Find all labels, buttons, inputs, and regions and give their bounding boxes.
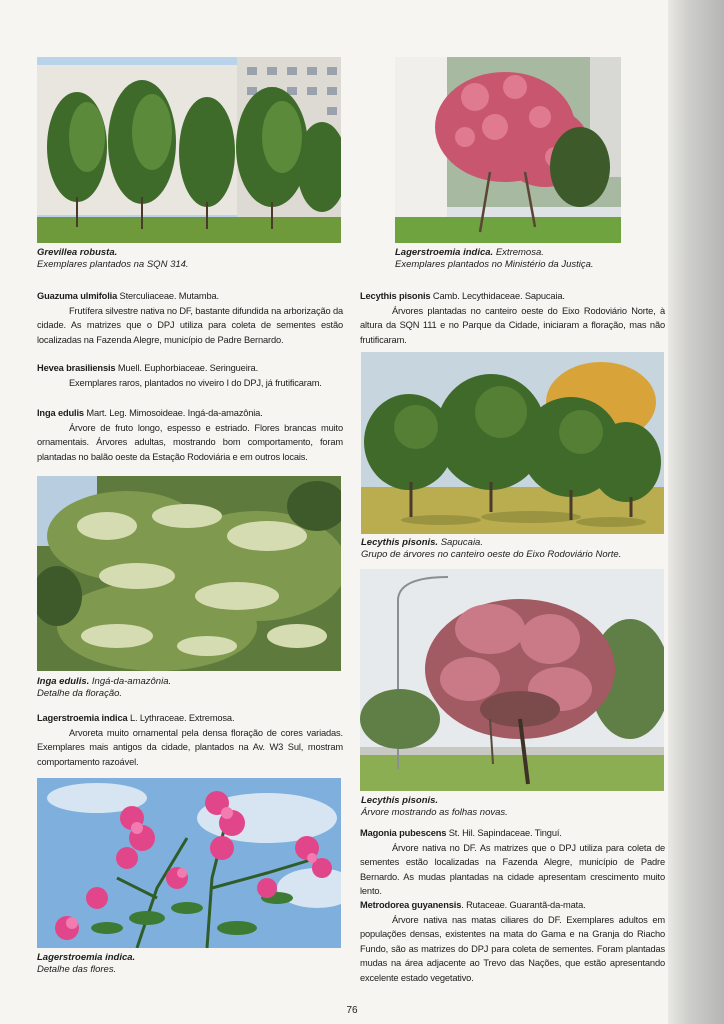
entry-magonia xyxy=(360,826,665,899)
caption-lecythis1-rest: Sapucaia. xyxy=(438,537,483,548)
photo-lecythis-new-leaves xyxy=(360,569,664,791)
caption-lagerstroemia-top xyxy=(395,247,665,271)
caption-lager-top-rest: Extremosa. xyxy=(493,247,544,258)
entry-lecythis-head: Lecythis pisonis xyxy=(360,291,431,301)
entry-magonia-meta: St. Hil. Sapindaceae. Tinguí. xyxy=(446,828,562,838)
entry-guazuma xyxy=(37,289,343,347)
caption-lecythis2-text: Árvore mostrando as folhas novas. xyxy=(361,807,508,818)
caption-grevillea xyxy=(37,247,337,271)
caption-lagerstroemia-bottom xyxy=(37,952,337,976)
entry-guazuma-meta: Sterculiaceae. Mutamba. xyxy=(117,291,219,301)
page-number: 76 xyxy=(346,1005,358,1016)
photo-inga-edulis xyxy=(37,476,341,671)
caption-grevillea-text: Exemplares plantados na SQN 314. xyxy=(37,259,189,270)
caption-lager-top-text: Exemplares plantados no Ministério da Justiça. xyxy=(395,259,594,270)
entry-guazuma-head: Guazuma ulmifolia xyxy=(37,291,118,301)
entry-inga-head: Inga edulis xyxy=(37,408,84,418)
entry-metrodorea-body: Árvore nativa nas matas ciliares do DF. Exemplares adultos em populações densas, existentes na mata do Gama e na Granja do Riacho Fundo, são as matrizes do DPJ para coleta de sementes. Foram plantadas mudas na área adjacente ao Trevo das Nações, que estão apresentando excelente estado vegetativo. xyxy=(360,914,665,983)
caption-inga xyxy=(37,676,337,700)
entry-lagerstroemia xyxy=(37,711,343,769)
caption-inga-text: Detalhe da floração. xyxy=(37,688,123,699)
photo-grevillea-robusta xyxy=(37,57,341,243)
entry-inga-meta: Mart. Leg. Mimosoideae. Ingá-da-amazônia. xyxy=(83,408,263,418)
entry-metrodorea xyxy=(360,898,665,985)
entry-metrodorea-head: Metrodorea guyanensis xyxy=(360,900,462,910)
entry-lagerstroemia-body: Arvoreta muito ornamental pela densa floração de cores variadas. Exemplares mais antigos da cidade, plantados na Av. W3 Sul, mostram comportamento razoável. xyxy=(37,727,343,767)
entry-magonia-body: Árvore nativa no DF. As matrizes que o DPJ utiliza para coleta de sementes estão localizadas na Fazenda Alegre, município de Padre Bernardo. As mudas plantadas na cidade apresentam crescimento muito lento. xyxy=(360,842,665,896)
entry-inga xyxy=(37,406,343,464)
caption-lecythis1-text: Grupo de árvores no canteiro oeste do Eixo Rodoviário Norte. xyxy=(361,549,622,560)
caption-lecythis-group xyxy=(361,537,666,561)
caption-grevillea-title: Grevillea robusta. xyxy=(37,247,118,258)
entry-inga-body: Árvore de fruto longo, espesso e estriado. Flores brancas muito ornamentais. Árvores adultas, mostrando bom comportamento, foram plantadas no balão oeste da Estação Rodoviária e em outros locais. xyxy=(37,422,343,462)
caption-inga-title: Inga edulis. xyxy=(37,676,90,687)
entry-guazuma-body: Frutífera silvestre nativa no DF, bastante difundida na arborização da cidade. As matrizes que o DPJ utiliza para coleta de sementes estão localizadas na Fazenda Alegre, município de Padre Bernardo. xyxy=(37,305,343,345)
entry-lagerstroemia-head: Lagerstroemia indica xyxy=(37,713,128,723)
entry-lecythis xyxy=(360,289,665,347)
entry-hevea-meta: Muell. Euphorbiaceae. Seringueira. xyxy=(115,363,259,373)
photo-lecythis-group xyxy=(361,352,664,534)
caption-inga-rest: Ingá-da-amazônia. xyxy=(89,676,172,687)
caption-lecythis1-title: Lecythis pisonis. xyxy=(361,537,439,548)
entry-magonia-head: Magonia pubescens xyxy=(360,828,447,838)
caption-lager-bottom-title: Lagerstroemia indica. xyxy=(37,952,136,963)
entry-lagerstroemia-meta: L. Lythraceae. Extremosa. xyxy=(127,713,235,723)
caption-lecythis-new-leaves xyxy=(361,795,666,819)
entry-hevea-body: Exemplares raros, plantados no viveiro I do DPJ, já frutificaram. xyxy=(69,377,322,388)
entry-lecythis-body: Árvores plantadas no canteiro oeste do Eixo Rodoviário Norte, à altura da SQN 111 e no Parque da Cidade, iniciaram a floração, mas não frutificaram. xyxy=(360,305,665,345)
page-gutter-shadow xyxy=(668,0,724,1024)
entry-hevea xyxy=(37,361,343,390)
entry-lecythis-meta: Camb. Lecythidaceae. Sapucaia. xyxy=(430,291,565,301)
photo-lagerstroemia-flowers xyxy=(37,778,341,948)
caption-lager-top-title: Lagerstroemia indica. xyxy=(395,247,494,258)
entry-metrodorea-meta: . Rutaceae. Guarantã-da-mata. xyxy=(461,900,586,910)
caption-lager-bottom-text: Detalhe das flores. xyxy=(37,964,117,975)
photo-lagerstroemia-extremosa xyxy=(395,57,621,243)
entry-hevea-head: Hevea brasiliensis xyxy=(37,363,116,373)
caption-lecythis2-title: Lecythis pisonis. xyxy=(361,795,439,806)
